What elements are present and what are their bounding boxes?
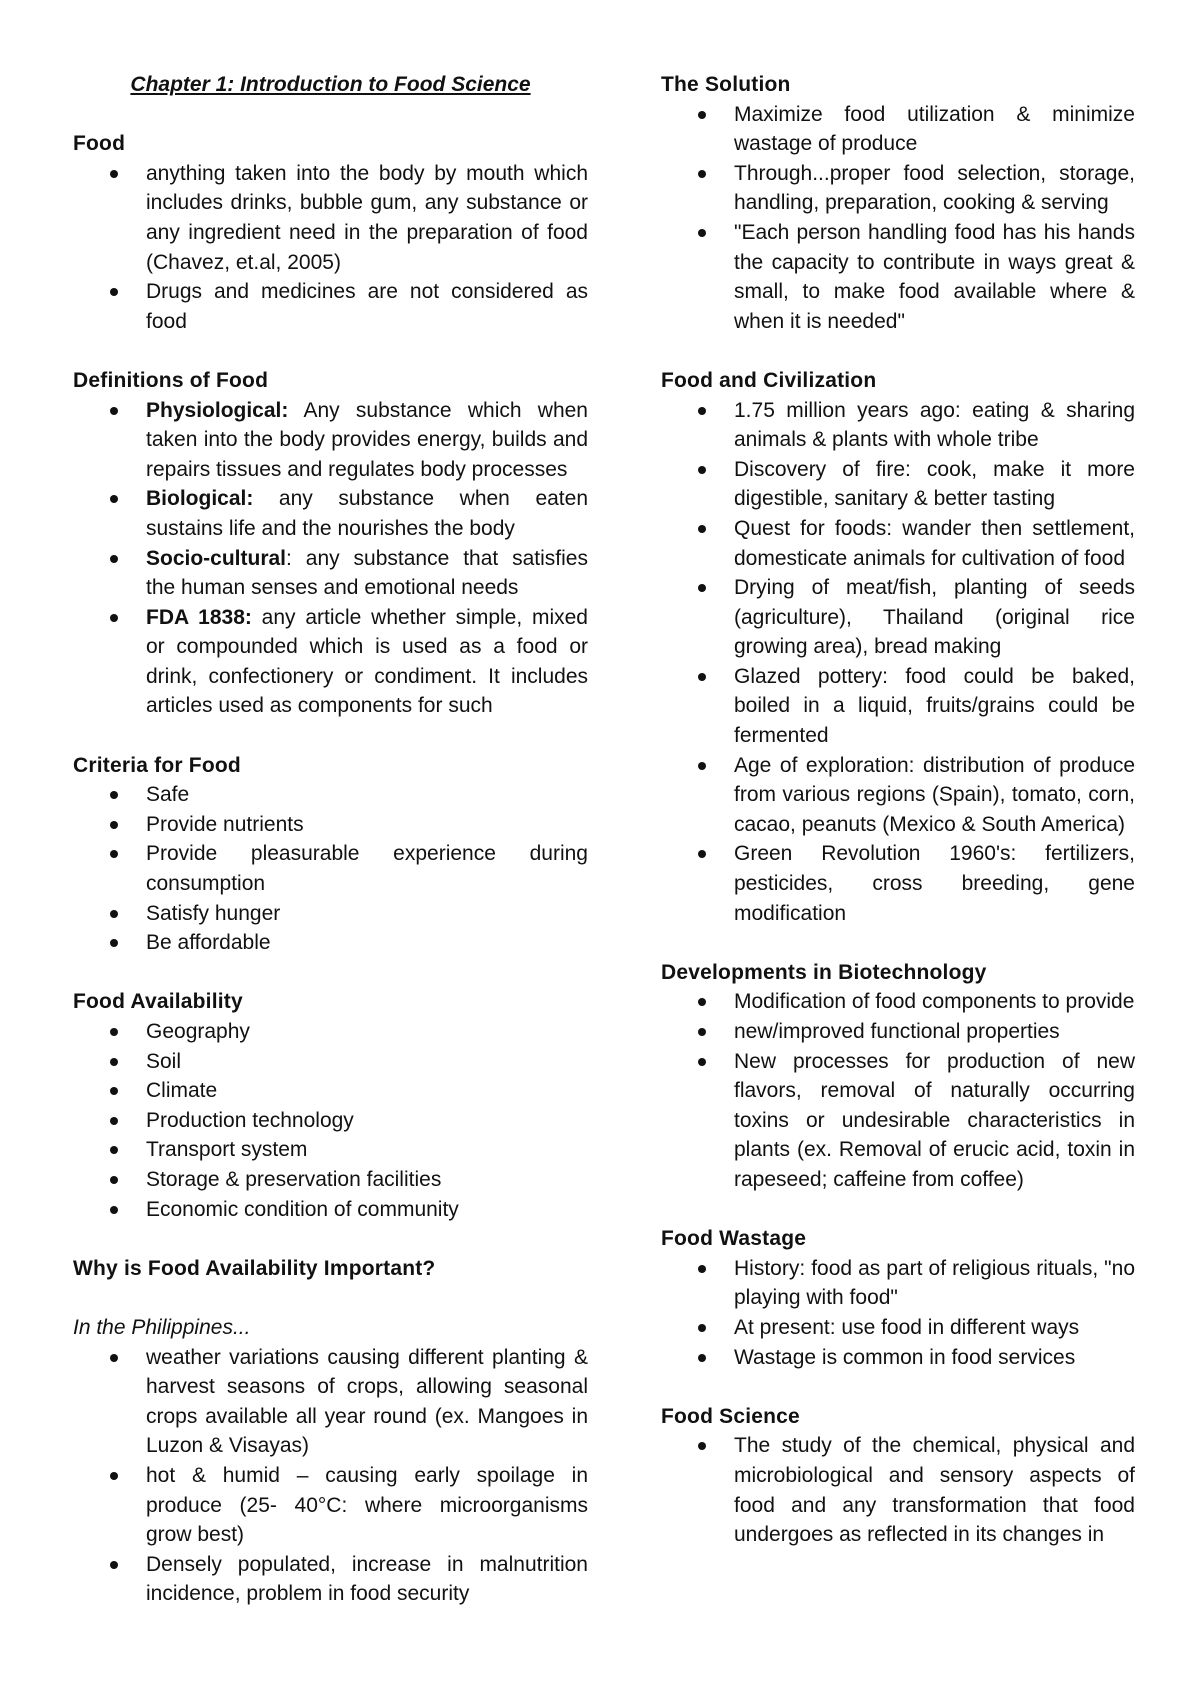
list-item: 1.75 million years ago: eating & sharing animals & plants with whole tribe — [661, 396, 1135, 455]
wastage-list — [661, 1254, 1135, 1372]
definition-text: : any substance that satisfies the human senses and emotional needs — [146, 546, 588, 600]
list-item: Be affordable — [73, 928, 588, 958]
list-item: New processes for production of new flavors, removal of naturally occurring toxins or undesirable characteristics in plants (ex. Removal of erucic acid, toxin in rapeseed; caffeine from coffee) — [661, 1047, 1135, 1195]
availability-list — [73, 1017, 588, 1224]
definition-label: Biological: — [146, 487, 254, 511]
civilization-list — [661, 396, 1135, 929]
chapter-title: Chapter 1: Introduction to Food Science — [130, 73, 531, 96]
wastage-heading: Food Wastage — [661, 1227, 807, 1251]
list-item: Through...proper food selection, storage, handling, preparation, cooking & serving — [661, 159, 1135, 218]
list-item: Age of exploration: distribution of produce from various regions (Spain), tomato, corn, cacao, peanuts (Mexico & South America) — [661, 751, 1135, 840]
why-list — [73, 1343, 588, 1609]
definitions-list — [73, 396, 588, 722]
definition-label: Socio-cultural — [146, 546, 287, 570]
availability-heading: Food Availability — [73, 990, 243, 1014]
definition-text: any substance when eaten sustains life and the nourishes the body — [146, 487, 588, 540]
list-item: Drying of meat/fish, planting of seeds (agriculture), Thailand (original rice growing area), bread making — [661, 573, 1135, 662]
list-item: Climate — [73, 1076, 588, 1106]
list-item: Discovery of fire: cook, make it more digestible, sanitary & better tasting — [661, 455, 1135, 514]
solution-list — [661, 100, 1135, 337]
food-science-list — [661, 1431, 1135, 1549]
list-item: Modification of food components to provide — [661, 987, 1135, 1017]
criteria-heading: Criteria for Food — [73, 753, 241, 777]
list-item: Geography — [73, 1017, 588, 1047]
list-item: Provide nutrients — [73, 810, 588, 840]
list-item: History: food as part of religious rituals, "no playing with food" — [661, 1254, 1135, 1313]
list-item: Drugs and medicines are not considered as food — [73, 277, 588, 336]
list-item — [73, 603, 588, 721]
philippines-subheading: In the Philippines... — [73, 1315, 251, 1339]
list-item: "Each person handling food has his hands the capacity to contribute in ways great & small, to make food available where & when it is needed" — [661, 218, 1135, 336]
list-item: Economic condition of community — [73, 1195, 588, 1225]
left-column — [73, 70, 588, 1609]
criteria-list — [73, 780, 588, 958]
why-heading: Why is Food Availability Important? — [73, 1256, 436, 1280]
list-item: Maximize food utilization & minimize wastage of produce — [661, 100, 1135, 159]
list-item: Soil — [73, 1047, 588, 1077]
food-science-heading: Food Science — [661, 1404, 800, 1428]
list-item — [73, 396, 588, 485]
definition-label: Physiological: — [146, 398, 289, 422]
list-item: Production technology — [73, 1106, 588, 1136]
list-item: Densely populated, increase in malnutrition incidence, problem in food security — [73, 1550, 588, 1609]
list-item — [73, 544, 588, 603]
definition-label: FDA 1838: — [146, 605, 252, 629]
list-item: Safe — [73, 780, 588, 810]
list-item: new/improved functional properties — [661, 1017, 1135, 1047]
list-item: The study of the chemical, physical and microbiological and sensory aspects of food and any transformation that food undergoes as reflected in its changes in — [661, 1431, 1135, 1549]
list-item: Provide pleasurable experience during consumption — [73, 839, 588, 898]
list-item: Green Revolution 1960's: fertilizers, pesticides, cross breeding, gene modification — [661, 839, 1135, 928]
list-item: Satisfy hunger — [73, 899, 588, 929]
list-item: Wastage is common in food services — [661, 1343, 1135, 1373]
biotech-list — [661, 987, 1135, 1194]
list-item: hot & humid – causing early spoilage in produce (25- 40°C: where microorganisms grow best) — [73, 1461, 588, 1550]
list-item: Storage & preservation facilities — [73, 1165, 588, 1195]
list-item: weather variations causing different planting & harvest seasons of crops, allowing seasonal crops available all year round (ex. Mangoes in Luzon & Visayas) — [73, 1343, 588, 1461]
biotech-heading: Developments in Biotechnology — [661, 960, 987, 984]
civilization-heading: Food and Civilization — [661, 368, 877, 392]
food-list — [73, 159, 588, 337]
list-item: Quest for foods: wander then settlement, domesticate animals for cultivation of food — [661, 514, 1135, 573]
right-column — [661, 70, 1135, 1550]
list-item: Glazed pottery: food could be baked, boiled in a liquid, fruits/grains could be fermented — [661, 662, 1135, 751]
list-item: At present: use food in different ways — [661, 1313, 1135, 1343]
list-item: Transport system — [73, 1135, 588, 1165]
definition-text: any article whether simple, mixed or compounded which is used as a food or drink, confectionery or condiment. It includes articles used as components for such — [146, 605, 588, 718]
list-item: anything taken into the body by mouth which includes drinks, bubble gum, any substance or any ingredient need in the preparation of food (Chavez, et.al, 2005) — [73, 159, 588, 277]
definitions-heading: Definitions of Food — [73, 368, 269, 392]
list-item — [73, 484, 588, 543]
definition-text: Any substance which when taken into the body provides energy, builds and repairs tissues and regulates body processes — [146, 398, 588, 481]
solution-heading: The Solution — [661, 73, 791, 96]
food-heading: Food — [73, 132, 126, 156]
